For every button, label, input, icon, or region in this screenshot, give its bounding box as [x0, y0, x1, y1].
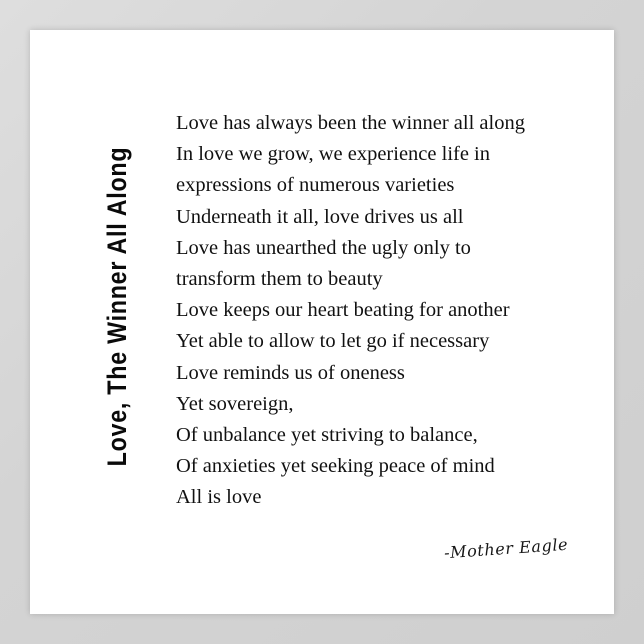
- poem-line: Love has unearthed the ugly only to: [176, 236, 471, 259]
- poster-sheet: [30, 30, 614, 614]
- poster-vertical-title: [92, 30, 144, 614]
- poster-vertical-title-text: Love, The Winner All Along: [102, 146, 133, 467]
- poem-body: [176, 108, 586, 514]
- poem-line: In love we grow, we experience life in: [176, 143, 491, 166]
- poem-line: Of anxieties yet seeking peace of mind: [176, 455, 495, 478]
- poem-line: Yet sovereign,: [176, 392, 294, 415]
- poem-line: transform them to beauty: [176, 268, 383, 291]
- poem-line: All is love: [176, 486, 262, 509]
- poem-line: Yet able to allow to let go if necessary: [176, 330, 490, 353]
- poem-line: expressions of numerous varieties: [176, 174, 455, 197]
- poem-line: Love reminds us of oneness: [176, 361, 405, 384]
- poem-line: Of unbalance yet striving to balance,: [176, 424, 478, 447]
- poem-line: Love keeps our heart beating for another: [176, 299, 510, 322]
- poem-line: Underneath it all, love drives us all: [176, 205, 464, 228]
- poem-line: Love has always been the winner all along: [176, 112, 525, 134]
- poem-signature: -Mother Eagle: [443, 534, 569, 563]
